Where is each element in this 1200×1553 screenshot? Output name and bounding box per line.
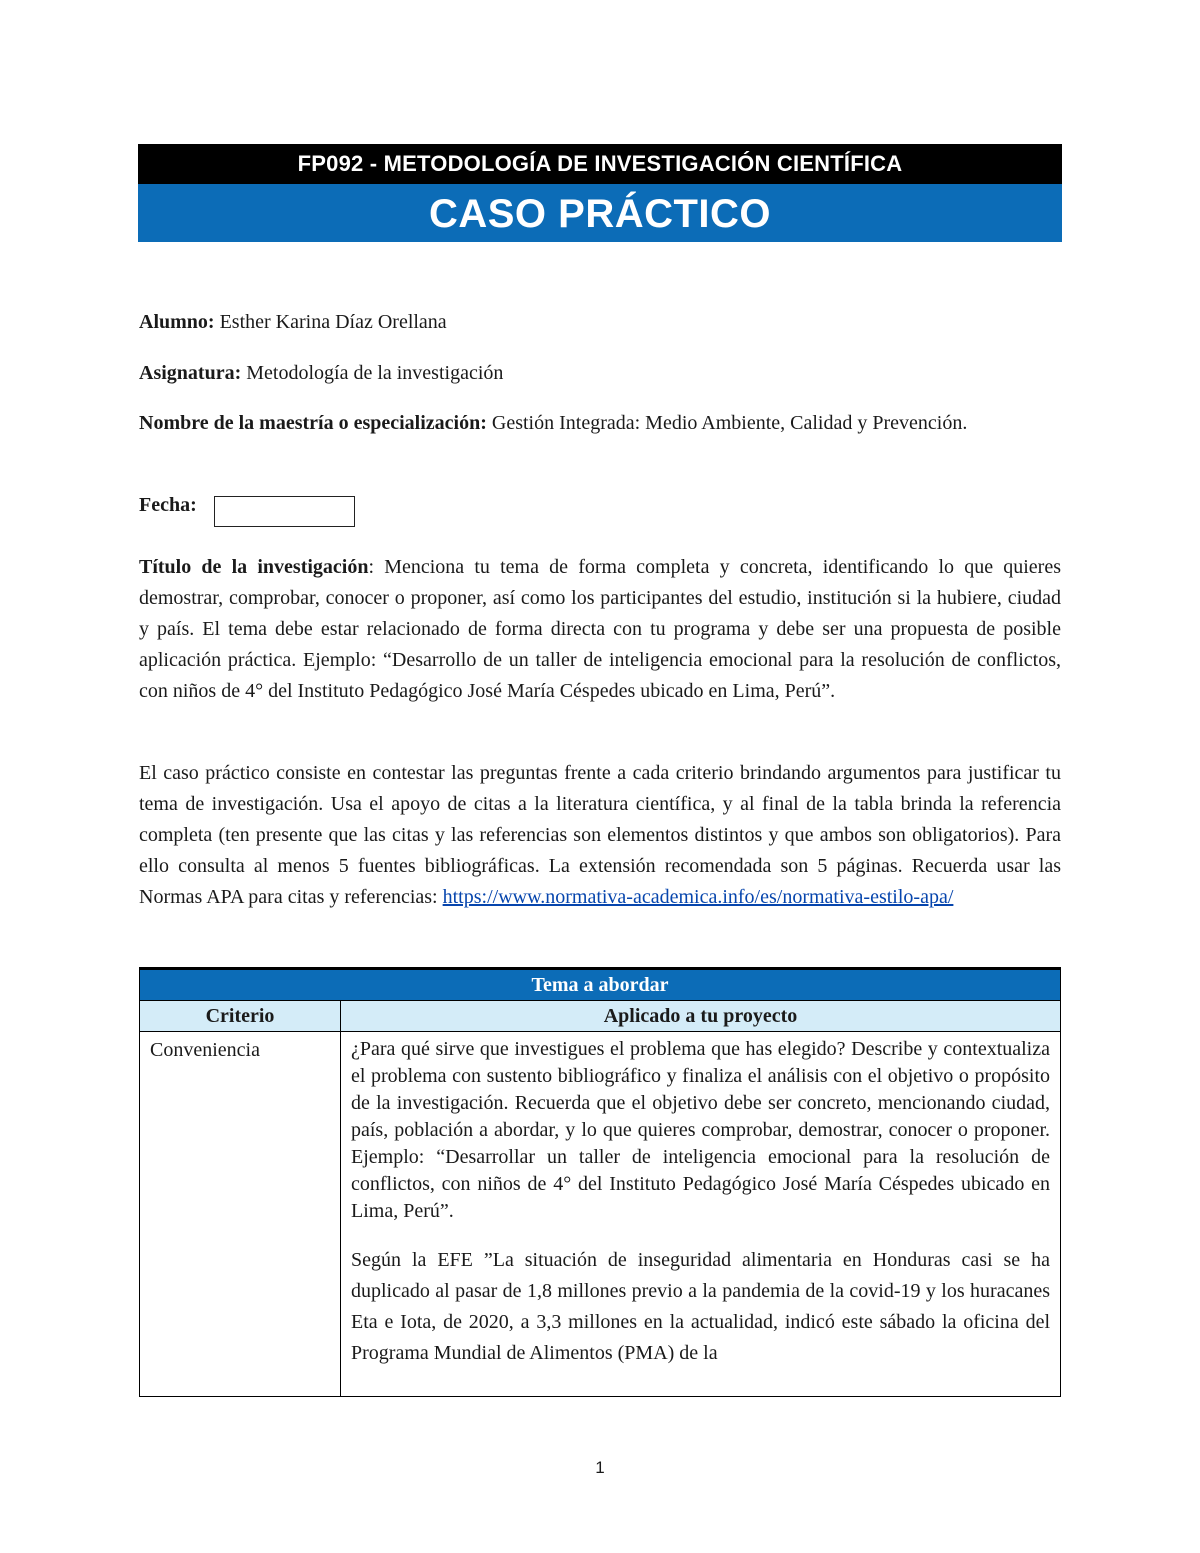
asignatura-value: Metodología de la investigación bbox=[246, 362, 504, 384]
maestria-field bbox=[139, 408, 1061, 439]
course-header bbox=[138, 144, 1062, 184]
fecha-input-box[interactable] bbox=[214, 496, 355, 527]
table-row bbox=[140, 1032, 1061, 1397]
instructions-paragraph bbox=[139, 758, 1061, 913]
criterio-answer: Según la EFE ”La situación de inseguridad alimentaria en Honduras casi se ha duplicado al pasar de 1,8 millones previo a la pandemia de la covid-19 y los huracanes Eta e Iota, de 2020, a 3,3 millones en la actualidad, indicó este sábado la oficina del Programa Mundial de Alimentos (PMA) de la bbox=[351, 1249, 1050, 1364]
fecha-label: Fecha: bbox=[139, 494, 197, 516]
alumno-value: Esther Karina Díaz Orellana bbox=[219, 311, 447, 333]
maestria-value: Gestión Integrada: Medio Ambiente, Calidad y Prevención. bbox=[491, 412, 968, 434]
asignatura-label: Asignatura: bbox=[139, 362, 242, 384]
titulo-paragraph bbox=[139, 552, 1061, 707]
titulo-text: : Menciona tu tema de forma completa y concreta, identificando lo que quieres demostrar, comprobar, conocer o proponer, así como los participantes del estudio, institución si la hubiere, ciudad y país. El tema debe estar relacionado de forma directa con tu programa y debe ser una propuesta de posible aplicación práctica. Ejemplo: “Desarrollo de un taller de inteligencia emocional para la resolución de conflictos, con niños de 4° del Instituto Pedagógico José María Céspedes ubicado en Lima, Perú”. bbox=[139, 556, 1062, 702]
apa-link[interactable]: https://www.normativa-academica.info/es/normativa-estilo-apa/ bbox=[442, 886, 954, 908]
table-title: Tema a abordar bbox=[140, 969, 1061, 1001]
page-number: 1 bbox=[595, 1458, 605, 1477]
criteria-table bbox=[139, 967, 1061, 1397]
titulo-label: Título de la investigación bbox=[139, 556, 369, 578]
asignatura-field bbox=[139, 358, 1061, 389]
column-header-aplicado: Aplicado a tu proyecto bbox=[341, 1001, 1061, 1032]
alumno-label: Alumno: bbox=[139, 311, 215, 333]
document-title: CASO PRÁCTICO bbox=[428, 192, 772, 236]
column-header-criterio: Criterio bbox=[140, 1001, 341, 1032]
instructions-text: El caso práctico consiste en contestar las preguntas frente a cada criterio brindando argumentos para justificar tu tema de investigación. Usa el apoyo de citas a la literatura científica, y al final de la tabla brinda la referencia completa (ten presente que las citas y las referencias son elementos distintos y que ambos son obligatorios). Para ello consulta al menos 5 fuentes bibliográficas. La extensión recomendada son 5 páginas. Recuerda usar las Normas APA para citas y referencias: bbox=[139, 762, 1061, 908]
criterio-question: ¿Para qué sirve que investigues el problema que has elegido? Describe y contextualiza el problema con sustento bibliográfico y finaliza el análisis con el objetivo o propósito de la investigación. Recuerda que el objetivo debe ser concreto, mencionando ciudad, país, población a abordar, y lo que quieres comprobar, demostrar, conocer o proponer. Ejemplo: “Desarrollar un taller de inteligencia emocional para la resolución de conflictos, con niños de 4° del Instituto Pedagógico José María Céspedes ubicado en Lima, Perú”. bbox=[351, 1038, 1050, 1222]
document-title-banner bbox=[138, 184, 1062, 242]
course-title: FP092 - METODOLOGÍA DE INVESTIGACIÓN CIENTÍFICA bbox=[297, 151, 903, 176]
aplicado-cell[interactable] bbox=[341, 1032, 1061, 1397]
fecha-field bbox=[139, 490, 219, 521]
alumno-field bbox=[139, 307, 1061, 338]
maestria-label: Nombre de la maestría o especialización: bbox=[139, 412, 487, 434]
criterio-cell: Conveniencia bbox=[140, 1032, 341, 1397]
